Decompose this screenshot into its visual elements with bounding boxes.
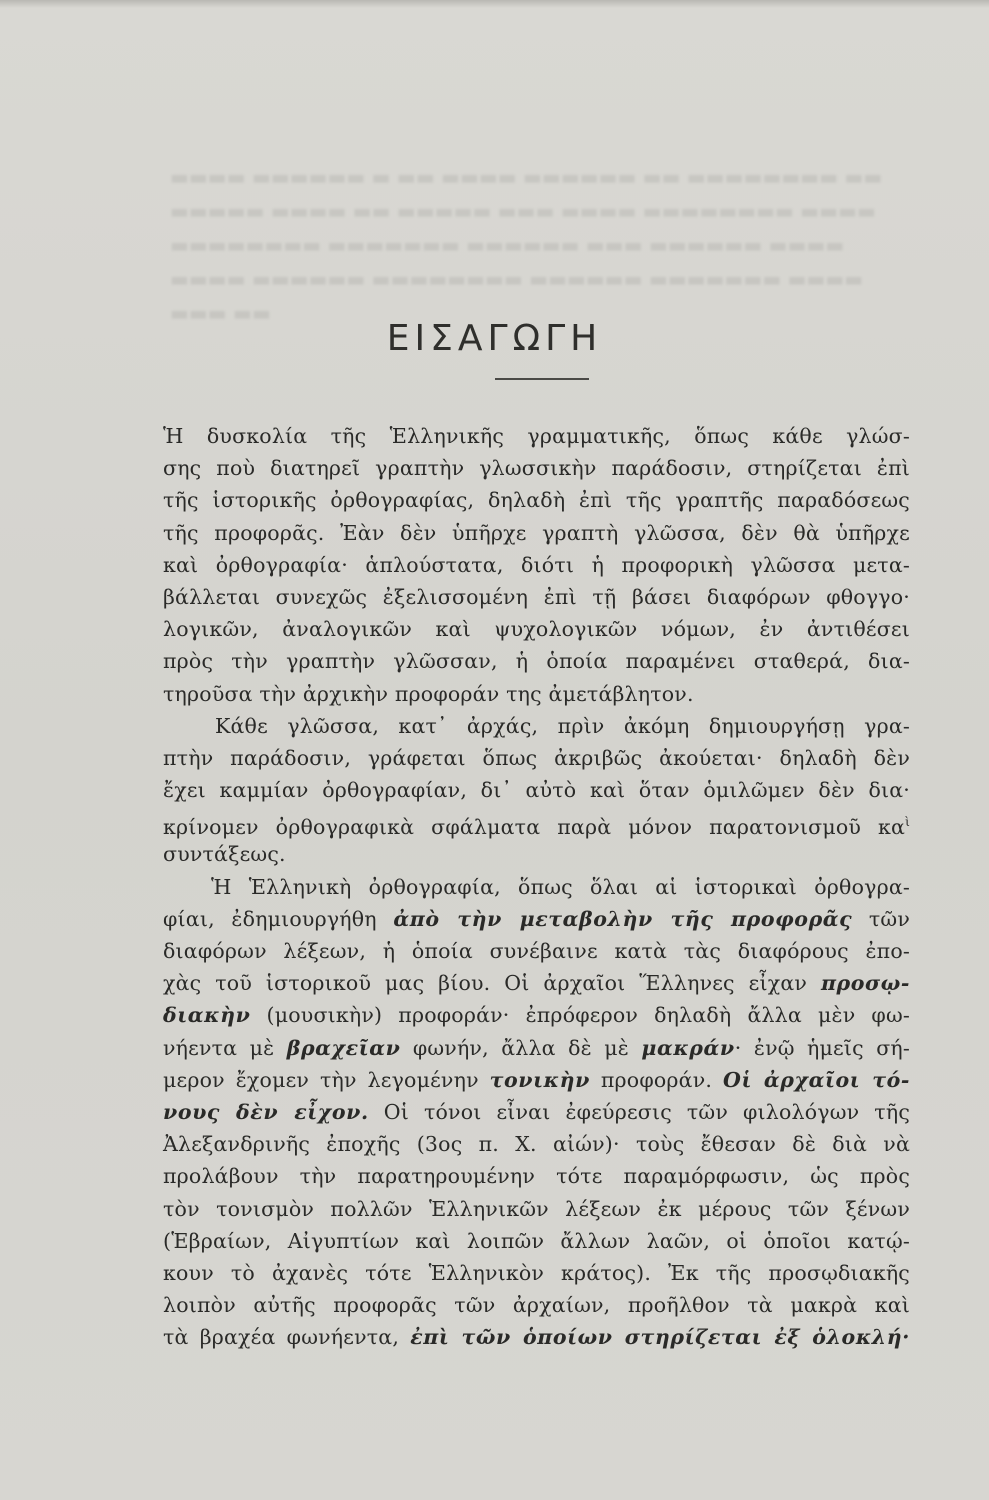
text-line: [163, 999, 910, 1031]
text-segment: τηροῦσα τὴν ἀρχικὴν προφοράν της ἀμετάβλητον.: [163, 681, 694, 706]
emphasized-text: προσῳ-: [820, 971, 910, 996]
text-segment: Οἱ τόνοι εἶναι ἐφεύρεσις τῶν φιλολόγων τῆς: [368, 1099, 910, 1124]
text-segment: βάλλεται συνεχῶς ἐξελισσομένη ἐπὶ τῇ βάσει διαφόρων φθογγο·: [163, 584, 910, 609]
text-segment: ἔχει καμμίαν ὀρθογραφίαν, δι᾿ αὐτὸ καὶ ὅταν ὁμιλῶμεν δὲν δια·: [163, 778, 910, 803]
page-top-edge: [0, 0, 989, 8]
text-segment: σης ποὺ διατηρεῖ γραπτὴν γλωσσικὴν παράδοσιν, στηρίζεται ἐπὶ: [163, 456, 910, 481]
text-line: [163, 1160, 910, 1192]
text-segment: τῶν: [852, 906, 910, 931]
text-segment: Ἡ Ἑλληνικὴ ὀρθογραφία, ὅπως ὅλαι αἱ ἱστορικαὶ ὀρθογρα-: [211, 874, 910, 899]
show-through-text: ▬▬▬▬ ▬▬▬▬▬▬ ▬ ▬▬ ▬▬▬▬ ▬▬▬▬▬▬ ▬▬ ▬▬▬▬▬▬▬▬ ▬▬ ▬▬▬▬▬ ▬▬▬▬ ▬▬ ▬▬▬▬▬ ▬▬▬ ▬▬▬▬ ▬▬▬▬▬▬▬▬ ▬▬▬▬ ▬▬▬▬▬▬▬▬ ▬▬▬▬▬▬▬ ▬▬▬▬▬▬ ▬▬▬ ▬▬▬▬▬▬ ▬▬▬▬ ▬▬▬▬ ▬▬▬▬▬▬ ▬▬▬▬▬▬▬▬ ▬▬▬▬▬▬ ▬▬▬▬▬▬▬ ▬▬▬▬ ▬▬▬ ▬▬: [170, 165, 883, 325]
text-line: [163, 903, 910, 935]
text-line: [163, 549, 910, 581]
text-line: [163, 613, 910, 645]
text-line: [163, 742, 910, 774]
text-line: [163, 1096, 910, 1128]
emphasized-text: διακὴν: [163, 1003, 251, 1028]
text-line: [163, 1257, 910, 1289]
emphasized-text: νους δὲν εἶχον.: [163, 1099, 369, 1124]
text-segment: κρίνομεν ὀρθογραφικὰ σφάλματα παρὰ μόνον παρατονισμοῦ κα: [163, 815, 906, 840]
emphasized-text: βραχεῖαν: [286, 1035, 401, 1060]
text-line: [163, 517, 910, 549]
text-segment: κουν τὸ ἀχανὲς τότε Ἑλληνικὸν κράτος). Ἐκ τῆς προσῳδιακῆς: [163, 1260, 910, 1285]
text-segment: προλάβουν τὴν παρατηρουμένην τότε παραμόρφωσιν, ὡς πρὸς: [163, 1164, 910, 1189]
title-underline: [495, 378, 589, 380]
text-line: [163, 871, 910, 903]
text-line: [163, 838, 910, 870]
text-segment: τὸν τονισμὸν πολλῶν Ἑλληνικῶν λέξεων ἐκ μέρους τῶν ξένων: [163, 1196, 910, 1221]
text-line: [163, 1225, 910, 1257]
text-line: [163, 678, 910, 710]
text-line: [163, 1032, 910, 1064]
page-title: ΕΙΣΑΓΩΓΗ: [386, 318, 603, 359]
text-segment: καὶ ὀρθογραφία· ἁπλούστατα, διότι ἡ προφορικὴ γλῶσσα μετα-: [163, 552, 910, 577]
emphasized-text: ἐπὶ τῶν ὁποίων στηρίζεται ἐξ ὁλοκλή·: [410, 1325, 910, 1350]
text-line: [163, 806, 910, 838]
text-segment: προφοράν.: [589, 1067, 724, 1092]
emphasized-text: τονικὴν: [489, 1067, 590, 1092]
text-segment: Κάθε γλῶσσα, κατ᾿ ἀρχάς, πρὶν ἀκόμη δημιουργήσῃ γρα-: [215, 713, 910, 738]
text-segment: λογικῶν, ἀναλογικῶν καὶ ψυχολογικῶν νόμων, ἐν ἀντιθέσει: [163, 617, 910, 642]
text-line: [163, 581, 910, 613]
text-segment: Ἡ δυσκολία τῆς Ἑλληνικῆς γραμματικῆς, ὅπως κάθε γλώσ-: [163, 424, 910, 448]
text-segment: ὶ: [905, 815, 910, 830]
emphasized-text: μακράν: [641, 1035, 735, 1060]
body-text: [163, 420, 910, 1353]
text-segment: πτὴν παράδοσιν, γράφεται ὅπως ἀκριβῶς ἀκούεται· δηλαδὴ δὲν: [163, 745, 910, 770]
text-line: [163, 1321, 910, 1353]
text-segment: λοιπὸν αὐτῆς προφορᾶς τῶν ἀρχαίων, προῆλθον τὰ μακρὰ καὶ: [163, 1293, 910, 1318]
text-line: [163, 645, 910, 677]
text-segment: (Ἑβραίων, Αἰγυπτίων καὶ λοιπῶν ἄλλων λαῶν, οἱ ὁποῖοι κατῴ-: [163, 1228, 910, 1253]
text-segment: φίαι, ἐδημιουργήθη: [163, 906, 394, 931]
text-segment: · ἐνῷ ἡμεῖς σή-: [734, 1035, 910, 1060]
text-line: [163, 1128, 910, 1160]
text-line: [163, 1289, 910, 1321]
text-line: [163, 774, 910, 806]
text-segment: φωνήν, ἄλλα δὲ μὲ: [400, 1035, 642, 1060]
text-segment: (μουσικὴν) προφοράν· ἐπρόφερον δηλαδὴ ἄλλα μὲν φω-: [250, 1003, 910, 1028]
text-line: [163, 1064, 910, 1096]
text-segment: χὰς τοῦ ἱστορικοῦ μας βίου. Οἱ ἀρχαῖοι Ἕλληνες εἶχαν: [163, 971, 821, 996]
text-segment: διαφόρων λέξεων, ἡ ὁποία συνέβαινε κατὰ τὰς διαφόρους ἐπο-: [163, 939, 910, 963]
text-line: [163, 935, 910, 967]
text-line: [163, 452, 910, 484]
text-segment: μερον ἔχομεν τὴν λεγομένην: [163, 1067, 490, 1092]
text-segment: τῆς προφορᾶς. Ἐὰν δὲν ὑπῆρχε γραπτὴ γλῶσσα, δὲν θὰ ὑπῆρχε: [163, 520, 910, 545]
text-line: [163, 420, 910, 452]
text-segment: τὰ βραχέα φωνήεντα,: [163, 1325, 411, 1350]
text-segment: Ἀλεξανδρινῆς ἐποχῆς (3ος π. Χ. αἰών)· τοὺς ἔθεσαν δὲ διὰ νὰ: [163, 1132, 910, 1157]
text-segment: συντάξεως.: [163, 842, 286, 867]
text-line: [163, 484, 910, 516]
text-line: [163, 967, 910, 999]
emphasized-text: ἀπὸ τὴν μεταβολὴν τῆς προφορᾶς: [393, 906, 853, 931]
text-segment: τῆς ἱστορικῆς ὀρθογραφίας, δηλαδὴ ἐπὶ τῆς γραπτῆς παραδόσεως: [163, 488, 910, 513]
text-line: [163, 1193, 910, 1225]
text-segment: πρὸς τὴν γραπτὴν γλῶσσαν, ἡ ὁποία παραμένει σταθερά, δια-: [163, 649, 910, 674]
emphasized-text: Οἱ ἀρχαῖοι τό-: [723, 1067, 911, 1092]
text-segment: νήεντα μὲ: [163, 1035, 287, 1060]
text-line: [163, 710, 910, 742]
